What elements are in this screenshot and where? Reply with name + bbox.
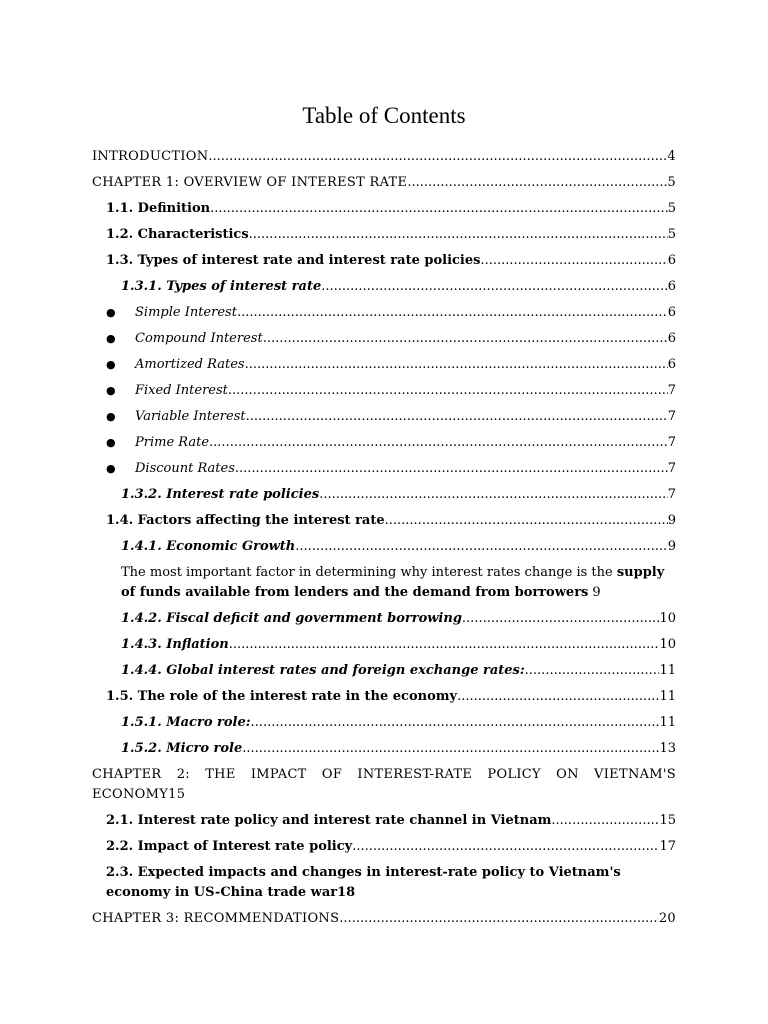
toc-entry-chapter-1[interactable] — [92, 173, 676, 193]
toc-page-number: 7 — [667, 435, 676, 450]
toc-entry-label: 1.4.1. Economic Growth — [121, 539, 296, 554]
toc-entry-label: 1.4.4. Global interest rates and foreign exchange rates: — [121, 663, 525, 678]
toc-entry-1-4[interactable] — [92, 511, 676, 531]
toc-paragraph-bold: of funds available from lenders and the demand from borrowers — [121, 585, 589, 600]
toc-page-number: 15 — [168, 787, 186, 802]
bullet-icon: ● — [106, 358, 116, 371]
toc-entry-1-5-2[interactable] — [92, 739, 676, 759]
toc-entry-1-4-1[interactable] — [92, 537, 676, 557]
toc-entry-variable-interest[interactable] — [92, 407, 676, 427]
toc-entry-label: 1.2. Characteristics — [106, 227, 249, 242]
dot-leader — [457, 687, 659, 707]
toc-entry-compound-interest[interactable] — [92, 329, 676, 349]
toc-entry-fixed-interest[interactable] — [92, 381, 676, 401]
dot-leader — [246, 407, 668, 427]
toc-entry-label: 1.3.2. Interest rate policies — [121, 487, 320, 502]
toc-entry-label: 1.3. Types of interest rate and interest rate policies — [106, 253, 481, 268]
toc-entry-1-5-1[interactable] — [92, 713, 676, 733]
toc-page-number: 5 — [667, 227, 676, 242]
dot-leader — [235, 459, 668, 479]
toc-page-number: 10 — [659, 637, 676, 652]
bullet-icon: ● — [106, 306, 116, 319]
toc-entry-label: 2.1. Interest rate policy and interest rate channel in Vietnam — [106, 813, 552, 828]
toc-entry-label: 1.1. Definition — [106, 201, 211, 216]
toc-page-number: 20 — [658, 911, 676, 926]
toc-entry-label: INTRODUCTION — [92, 149, 209, 164]
toc-entry-1-2[interactable] — [92, 225, 676, 245]
toc-page-number: 5 — [667, 201, 676, 216]
toc-page-number: 11 — [659, 663, 676, 678]
dot-leader — [242, 739, 659, 759]
toc-page-number: 11 — [659, 715, 676, 730]
toc-entry-label: CHAPTER 3: RECOMMENDATIONS — [92, 911, 340, 926]
dot-leader — [462, 609, 660, 629]
toc-page-number: 13 — [659, 741, 676, 756]
toc-page-number: 9 — [667, 513, 676, 528]
toc-entry-label: Simple Interest — [135, 305, 237, 320]
toc-entry-label: 1.4.2. Fiscal deficit and government borrowing — [121, 611, 462, 626]
toc-entry-label: 1.3.1. Types of interest rate — [121, 279, 322, 294]
toc-entry-2-3[interactable] — [92, 863, 676, 903]
dot-leader — [229, 635, 660, 655]
dot-leader — [407, 173, 667, 193]
dot-leader — [352, 837, 659, 857]
toc-page-number: 11 — [659, 689, 676, 704]
toc-page-number: 7 — [667, 487, 676, 502]
toc-entry-label: CHAPTER 1: OVERVIEW OF INTEREST RATE — [92, 175, 408, 190]
dot-leader — [208, 147, 667, 167]
toc-entry-introduction[interactable] — [92, 147, 676, 167]
dot-leader — [249, 225, 668, 245]
dot-leader — [321, 277, 668, 297]
toc-paragraph-bold: supply — [616, 565, 665, 580]
toc-entry-prime-rate[interactable] — [92, 433, 676, 453]
toc-entry-label: Fixed Interest — [135, 383, 228, 398]
dot-leader — [263, 329, 668, 349]
toc-page-number: 7 — [667, 383, 676, 398]
toc-entry-label: 1.5.2. Micro role — [121, 741, 243, 756]
dot-leader — [319, 485, 668, 505]
toc-entry-label: 1.5.1. Macro role: — [121, 715, 251, 730]
toc-entry-1-4-2[interactable] — [92, 609, 676, 629]
toc-page-number: 6 — [667, 331, 676, 346]
toc-entry-1-3[interactable] — [92, 251, 676, 271]
toc-page-number: 5 — [667, 175, 676, 190]
toc-entry-1-3-2[interactable] — [92, 485, 676, 505]
toc-entry-1-4-4[interactable] — [92, 661, 676, 681]
toc-entry-label: Variable Interest — [135, 409, 246, 424]
toc-entry-2-2[interactable] — [92, 837, 676, 857]
toc-entry-label: 1.4.3. Inflation — [121, 637, 229, 652]
toc-entry-simple-interest[interactable] — [92, 303, 676, 323]
toc-entry-1-4-3[interactable] — [92, 635, 676, 655]
toc-entry-label: 1.4. Factors affecting the interest rate — [106, 513, 385, 528]
bullet-icon: ● — [106, 384, 116, 397]
toc-paragraph-text: The most important factor in determining why interest rates change is the — [121, 565, 613, 580]
toc-page-number: 6 — [667, 279, 676, 294]
toc-entry-1-3-1[interactable] — [92, 277, 676, 297]
bullet-icon: ● — [106, 436, 116, 449]
dot-leader — [251, 713, 660, 733]
dot-leader — [237, 303, 668, 323]
toc-page-number: 15 — [659, 813, 676, 828]
toc-page-number: 6 — [667, 305, 676, 320]
page-title: Table of Contents — [302, 103, 466, 128]
dot-leader — [551, 811, 659, 831]
dot-leader — [525, 661, 660, 681]
toc-entry-label: CHAPTER 2: THE IMPACT OF INTEREST-RATE POLICY ON VIETNAM'S — [92, 767, 676, 782]
toc-entry-label: 1.5. The role of the interest rate in the economy — [106, 689, 458, 704]
toc-entry-label: Prime Rate — [135, 435, 210, 450]
toc-page-number: 7 — [667, 461, 676, 476]
toc-entry-1-1[interactable] — [92, 199, 676, 219]
toc-page-number: 10 — [659, 611, 676, 626]
toc-page-number: 9 — [667, 539, 676, 554]
toc-entry-label: 2.3. Expected impacts and changes in interest-rate policy to Vietnam's — [106, 865, 621, 880]
table-of-contents — [92, 147, 676, 935]
toc-entry-label: Discount Rates — [135, 461, 235, 476]
toc-entry-label: 2.2. Impact of Interest rate policy — [106, 839, 353, 854]
dot-leader — [228, 381, 668, 401]
dot-leader — [209, 433, 668, 453]
toc-entry-label: Amortized Rates — [135, 357, 245, 372]
toc-page-number: 9 — [592, 585, 601, 600]
toc-page-number: 4 — [667, 149, 676, 164]
toc-entry-label: economy in US-China trade war — [106, 885, 338, 900]
toc-entry-label: ECONOMY — [92, 787, 169, 802]
dot-leader — [295, 537, 667, 557]
toc-page-number: 18 — [337, 885, 356, 900]
toc-entry-chapter-2[interactable] — [92, 765, 676, 805]
toc-entry-paragraph[interactable] — [92, 563, 676, 603]
toc-entry-2-1[interactable] — [92, 811, 676, 831]
dot-leader — [339, 909, 659, 929]
toc-page-number: 6 — [667, 253, 676, 268]
toc-page-number: 6 — [667, 357, 676, 372]
toc-entry-1-5[interactable] — [92, 687, 676, 707]
bullet-icon: ● — [106, 410, 116, 423]
dot-leader — [480, 251, 667, 271]
dot-leader — [245, 355, 668, 375]
dot-leader — [385, 511, 668, 531]
toc-entry-label: Compound Interest — [135, 331, 263, 346]
toc-entry-chapter-3[interactable] — [92, 909, 676, 929]
toc-page-number: 7 — [667, 409, 676, 424]
bullet-icon: ● — [106, 332, 116, 345]
bullet-icon: ● — [106, 462, 116, 475]
toc-entry-amortized-rates[interactable] — [92, 355, 676, 375]
toc-entry-discount-rates[interactable] — [92, 459, 676, 479]
dot-leader — [210, 199, 668, 219]
toc-page-number: 17 — [659, 839, 676, 854]
